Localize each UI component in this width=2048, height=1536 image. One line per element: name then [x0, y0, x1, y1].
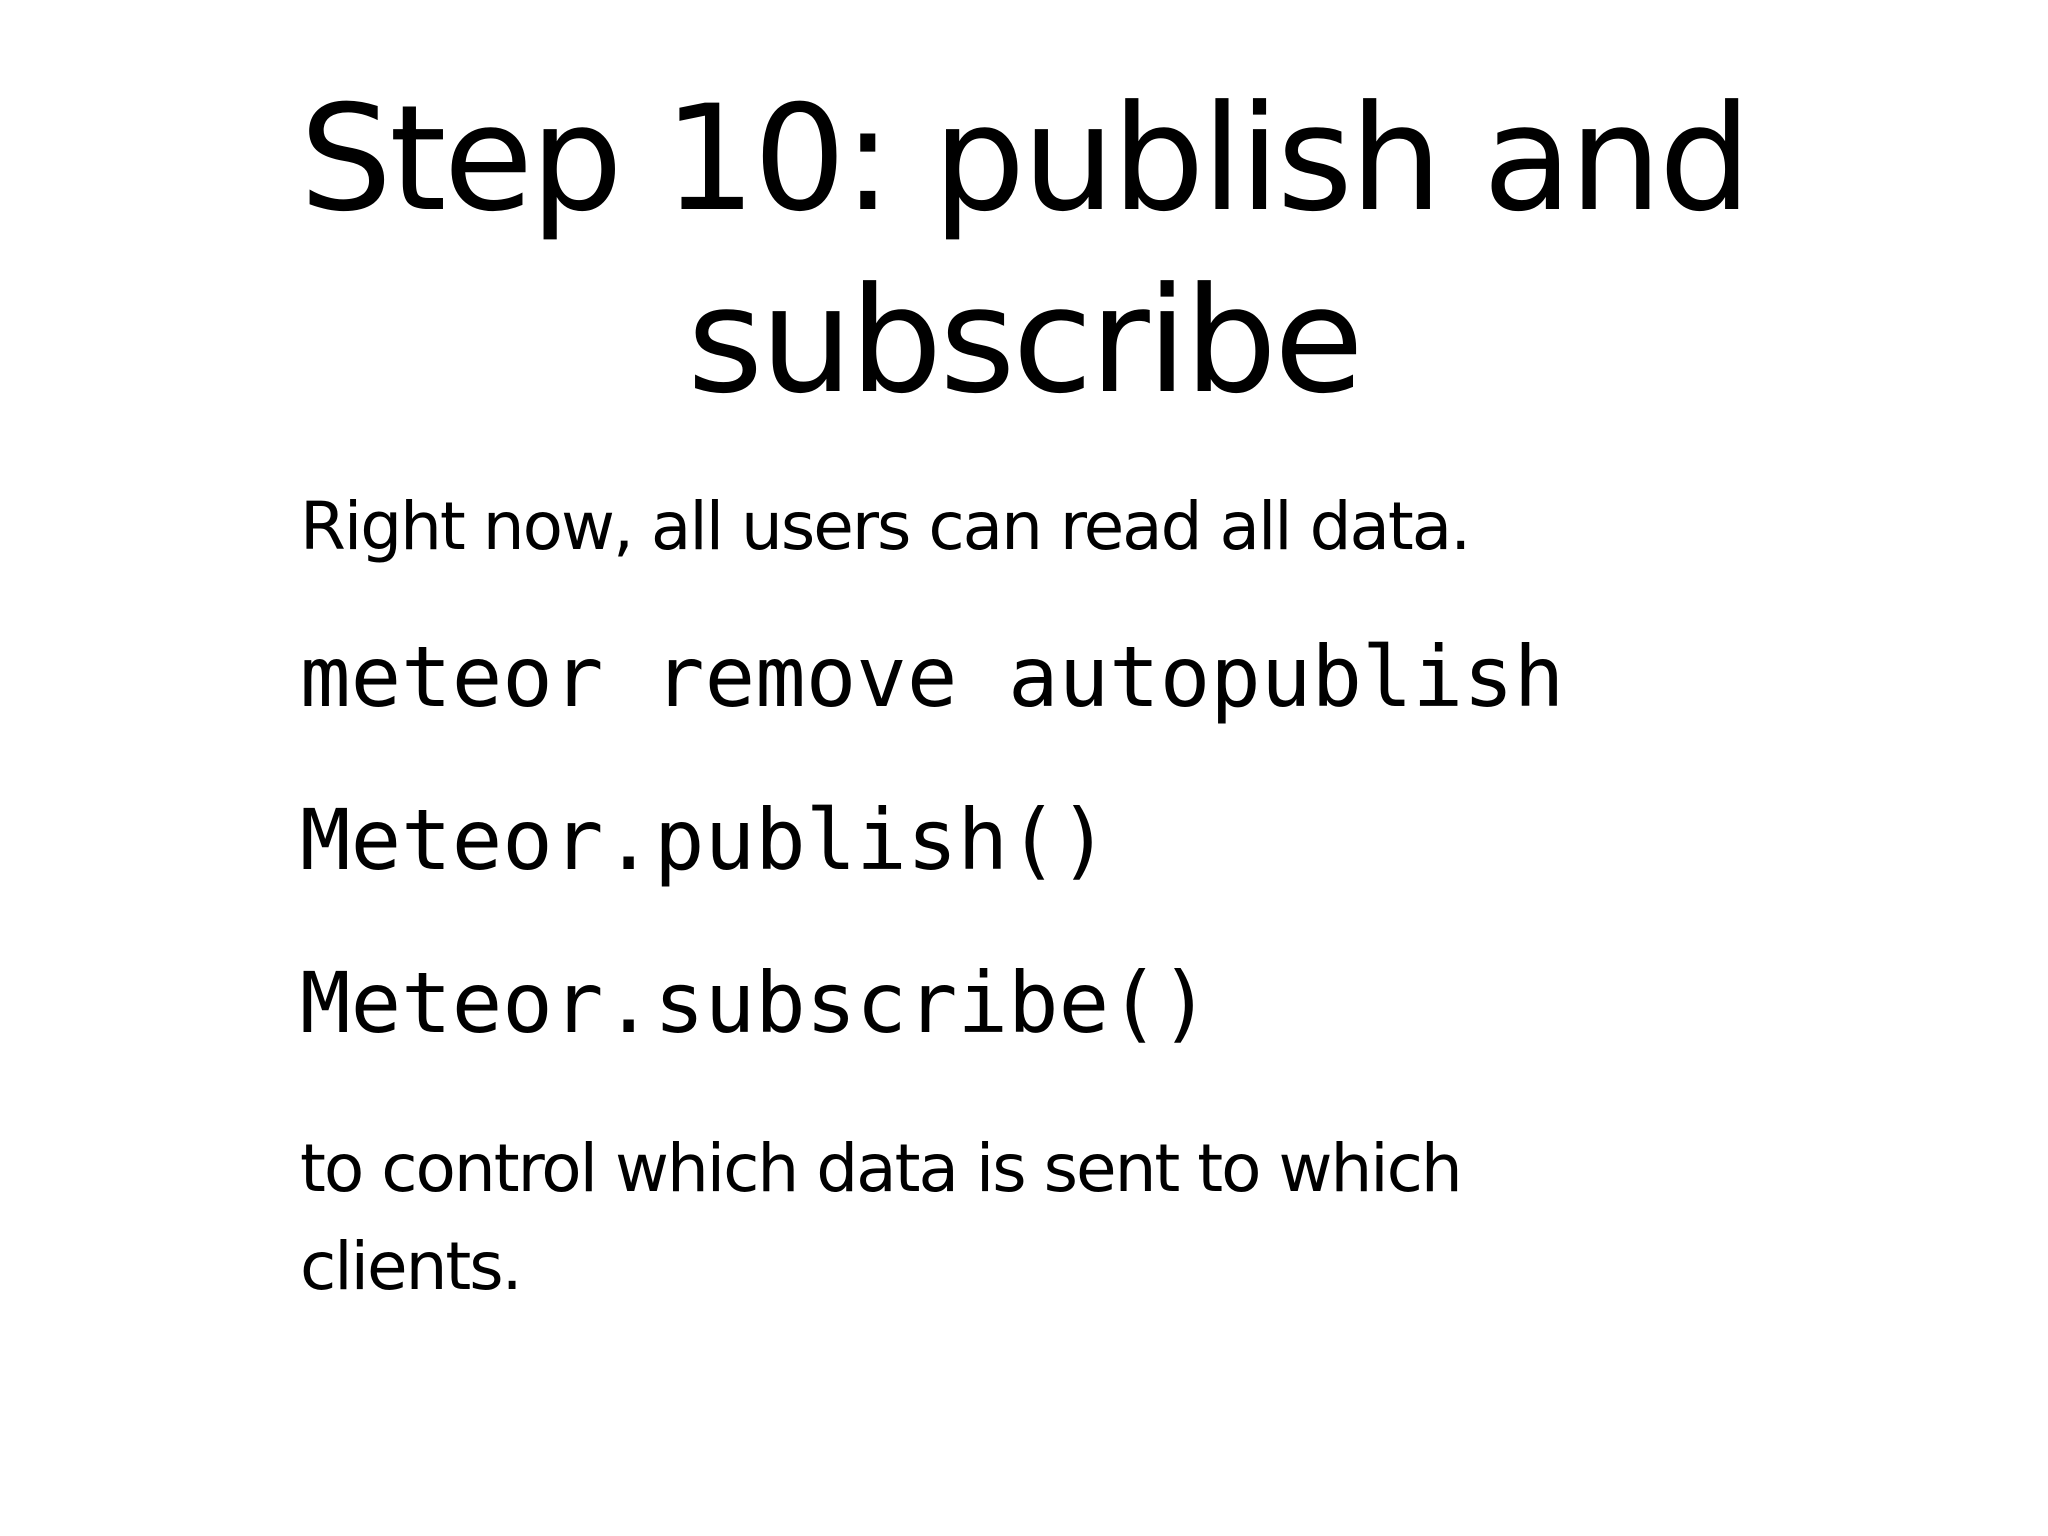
slide-title — [0, 68, 2048, 432]
outro-text-line-1: to control which data is sent to which — [300, 1130, 1461, 1207]
outro-text — [300, 1120, 1461, 1316]
slide-title-line-1: Step 10: publish and — [299, 74, 1749, 244]
intro-text: Right now, all users can read all data. — [300, 488, 1470, 565]
code-meteor-publish: Meteor.publish() — [300, 791, 1110, 889]
code-remove-autopublish: meteor remove autopublish — [300, 628, 1565, 726]
slide-title-line-2: subscribe — [687, 256, 1361, 426]
code-meteor-subscribe: Meteor.subscribe() — [300, 954, 1211, 1052]
outro-text-line-2: clients. — [300, 1228, 521, 1305]
